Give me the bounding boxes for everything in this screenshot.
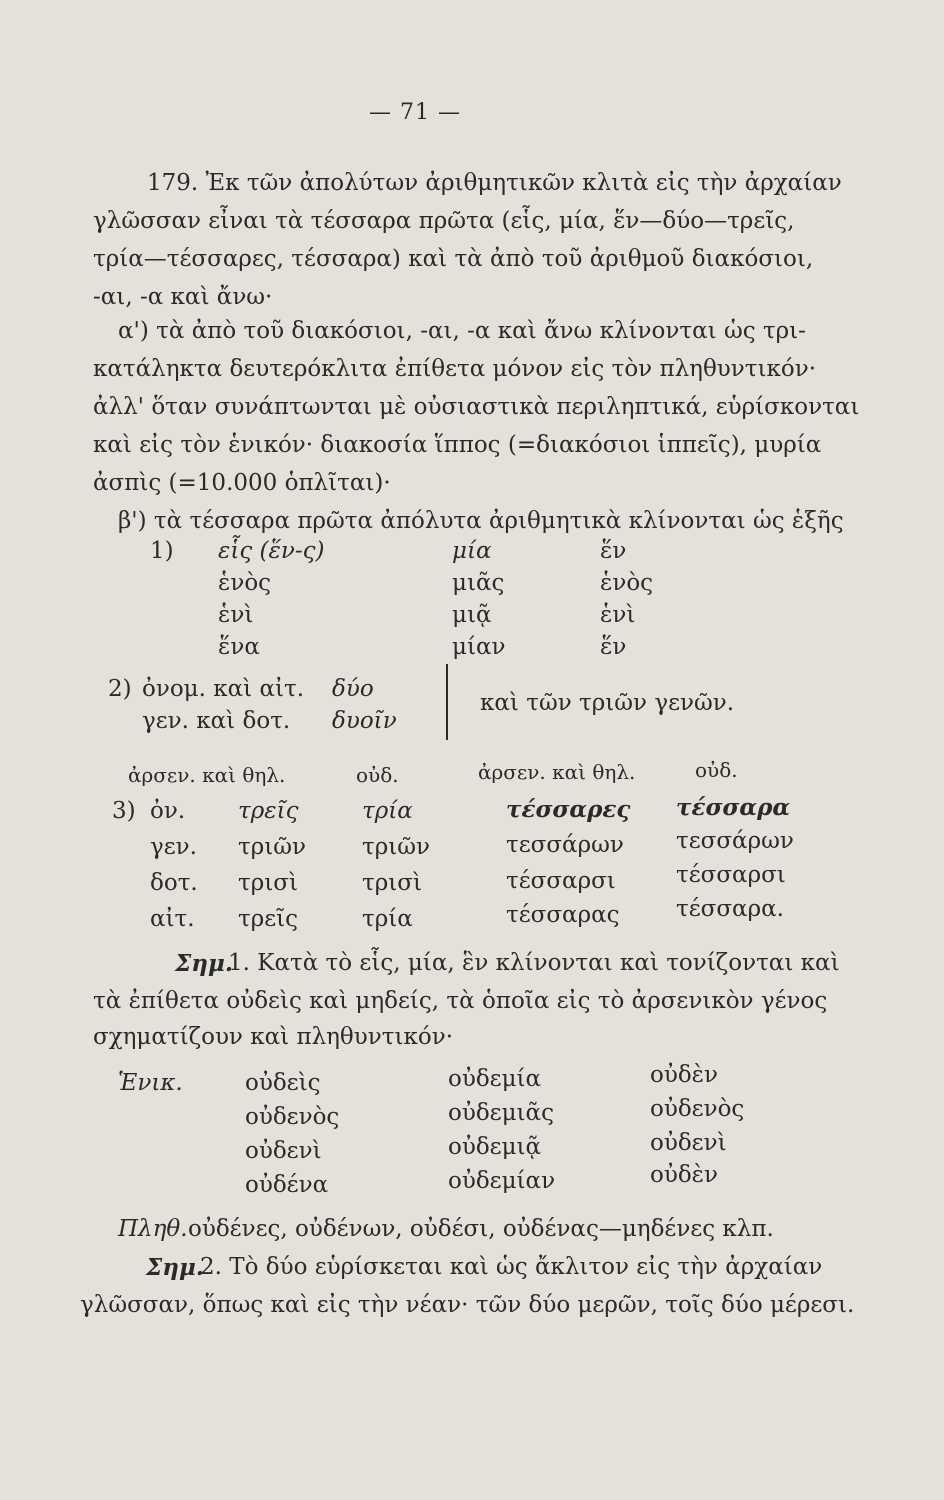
table1-number: 1) xyxy=(150,538,174,564)
table3-three-mf: τρεῖς xyxy=(238,906,299,932)
note2-line1: 2. Τὸ δύο εὑρίσκεται καὶ ὡς ἄκλιτον εἰς τὴν ἀρχαίαν xyxy=(200,1254,823,1280)
table1-masc: εἷς (ἕν-ς) xyxy=(218,538,325,564)
table3-three-mf: τρισὶ xyxy=(238,870,298,896)
note1-line2: τὰ ἐπίθετα οὐδεὶς καὶ μηδείς, τὰ ὁποῖα εἰς τὸ ἀρσενικὸν γένος xyxy=(93,988,828,1014)
table2-row1-label: ὀνομ. καὶ αἰτ. xyxy=(142,676,305,702)
table1-neut: ἕν xyxy=(600,634,627,660)
para-a-line4: καὶ εἰς τὸν ἑνικόν· διακοσία ἵππος (=διακόσιοι ἱππεῖς), μυρία xyxy=(93,432,822,458)
table4-fem: οὐδεμίαν xyxy=(448,1168,556,1194)
note1-label: Σημ. xyxy=(175,950,233,977)
table4-masc: οὐδεὶς xyxy=(245,1070,321,1096)
note1-line1: 1. Κατὰ τὸ εἷς, μία, ἓν κλίνονται καὶ τονίζονται καὶ xyxy=(228,950,840,976)
para179-line3: τρία—τέσσαρες, τέσσαρα) καὶ τὰ ἀπὸ τοῦ ἀριθμοῦ διακόσιοι, xyxy=(93,246,814,272)
table3-case: αἰτ. xyxy=(150,906,195,932)
note2-line2: γλῶσσαν, ὅπως καὶ εἰς τὴν νέαν· τῶν δύο μερῶν, τοῖς δύο μέρεσι. xyxy=(80,1292,855,1318)
table2-number: 2) xyxy=(108,676,132,702)
table2-row2-form: δυοῖν xyxy=(332,708,397,734)
table4-masc: οὐδενὸς xyxy=(245,1104,340,1130)
table3-header: ἀρσεν. καὶ θηλ. xyxy=(478,760,636,784)
table3-header: ἀρσεν. καὶ θηλ. xyxy=(128,763,286,787)
note1-line3: σχηματίζουν καὶ πληθυντικόν· xyxy=(93,1024,454,1050)
table1-fem: μίαν xyxy=(452,634,506,660)
table3-four-mf: τέσσαρες xyxy=(506,796,631,823)
note2-label: Σημ. xyxy=(146,1254,204,1281)
table4-fem: οὐδεμιᾶς xyxy=(448,1100,554,1126)
table1-masc: ἕνα xyxy=(218,634,260,660)
table3-three-n: τρία xyxy=(362,798,413,824)
table2-note: καὶ τῶν τριῶν γενῶν. xyxy=(480,690,735,716)
table1-fem: μία xyxy=(452,538,492,564)
table3-header: οὐδ. xyxy=(695,758,738,782)
table3-three-n: τρία xyxy=(362,906,413,932)
table4-neut: οὐδενὶ xyxy=(650,1130,727,1156)
para-a-line3: ἀλλ' ὅταν συνάπτωνται μὲ οὐσιαστικὰ περιληπτικά, εὑρίσκονται xyxy=(93,394,860,420)
table3-four-mf: τέσσαρας xyxy=(506,902,620,928)
table4-fem: οὐδεμία xyxy=(448,1066,542,1092)
para179-line2: γλῶσσαν εἶναι τὰ τέσσαρα πρῶτα (εἷς, μία, ἕν—δύο—τρεῖς, xyxy=(93,208,795,234)
plural-text: οὐδένες, οὐδένων, οὐδέσι, οὐδένας—μηδένες κλπ. xyxy=(188,1216,774,1242)
table3-three-n: τρισὶ xyxy=(362,870,422,896)
table1-fem: μιᾶς xyxy=(452,570,505,596)
table3-four-mf: τέσσαρσι xyxy=(506,868,616,894)
table1-neut: ἑνὶ xyxy=(600,602,636,628)
table2-row1-form: δύο xyxy=(332,676,374,702)
table3-four-mf: τεσσάρων xyxy=(506,832,624,858)
para179-line1: 179. Ἐκ τῶν ἀπολύτων ἀριθμητικῶν κλιτὰ εἰς τὴν ἀρχαίαν xyxy=(147,170,842,196)
table3-three-mf: τριῶν xyxy=(238,834,307,860)
table4-label: Ἑνικ. xyxy=(118,1070,183,1096)
table4-neut: οὐδὲν xyxy=(650,1162,719,1188)
table1-fem: μιᾷ xyxy=(452,602,492,628)
table2-row2-label: γεν. καὶ δοτ. xyxy=(142,708,291,734)
grouping-brace xyxy=(436,664,448,740)
table4-fem: οὐδεμιᾷ xyxy=(448,1134,542,1160)
table1-neut: ἕν xyxy=(600,538,627,564)
table4-neut: οὐδὲν xyxy=(650,1062,719,1088)
table3-four-n: τέσσαρα. xyxy=(676,896,784,922)
table4-neut: οὐδενὸς xyxy=(650,1096,745,1122)
table3-header: οὐδ. xyxy=(356,763,399,787)
table1-neut: ἑνὸς xyxy=(600,570,654,596)
table1-masc: ἑνὶ xyxy=(218,602,254,628)
table3-number: 3) xyxy=(112,798,136,824)
table1-masc: ἑνὸς xyxy=(218,570,272,596)
para-a-line1: α') τὰ ἀπὸ τοῦ διακόσιοι, -αι, -α καὶ ἄνω κλίνονται ὡς τρι- xyxy=(118,318,806,344)
table4-masc: οὐδένα xyxy=(245,1172,329,1198)
table3-case: ὀν. xyxy=(150,798,186,824)
plural-label: Πληθ. xyxy=(118,1216,188,1242)
para-b: β') τὰ τέσσαρα πρῶτα ἀπόλυτα ἀριθμητικὰ κλίνονται ὡς ἑξῆς xyxy=(118,508,844,534)
table4-masc: οὐδενὶ xyxy=(245,1138,322,1164)
para-a-line5: ἀσπὶς (=10.000 ὁπλῖται)· xyxy=(93,470,391,496)
table3-four-n: τέσσαρα xyxy=(676,794,791,821)
table3-four-n: τέσσαρσι xyxy=(676,862,786,888)
table3-three-mf: τρεῖς xyxy=(238,798,299,824)
para179-line4: -αι, -α καὶ ἄνω· xyxy=(93,284,273,310)
table3-four-n: τεσσάρων xyxy=(676,828,794,854)
table3-case: δοτ. xyxy=(150,870,198,896)
table3-three-n: τριῶν xyxy=(362,834,431,860)
para-a-line2: κατάληκτα δευτερόκλιτα ἐπίθετα μόνον εἰς τὸν πληθυντικόν· xyxy=(93,356,817,382)
table3-case: γεν. xyxy=(150,834,197,860)
page-number: — 71 — xyxy=(369,100,461,125)
